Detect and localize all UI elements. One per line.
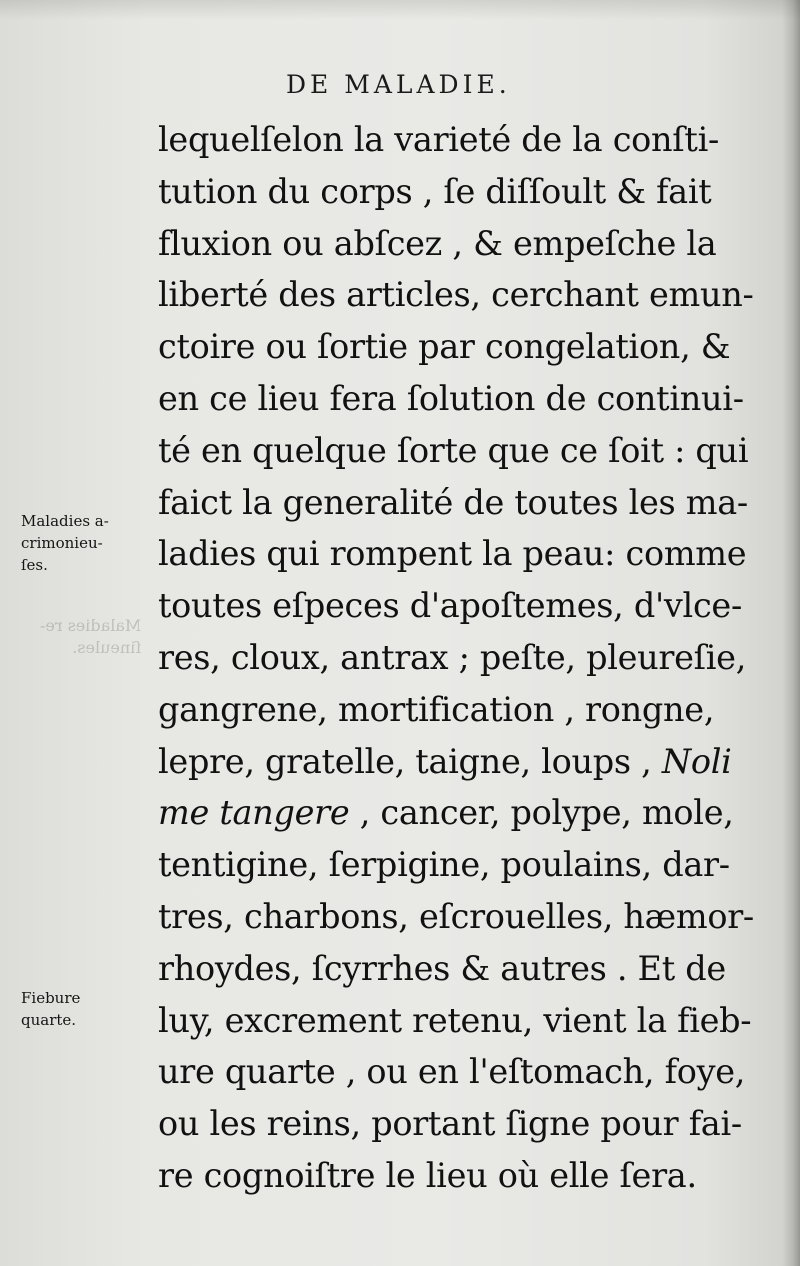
margin-note-line: ſes. [21, 556, 48, 574]
text-line: tution du corps , ſe diſſoult & fait [158, 171, 712, 211]
running-head: DE MALADIE. [286, 70, 511, 99]
page-top-shadow [0, 0, 800, 20]
text-line: lequelſelon la varieté de la conſti- [158, 120, 720, 159]
margin-note-line: crimonieu- [21, 534, 103, 552]
text-line: res, cloux, antrax ; peſte, pleureſie, [158, 637, 747, 677]
text-line: me tangere , cancer, polype, mole, [158, 793, 734, 833]
text-line: toutes eſpeces d'apoſtemes, d'vlce- [158, 586, 742, 626]
text-line: ou les reins, portant ſigne pour fai- [158, 1104, 742, 1144]
text-line: en ce lieu fera ſolution de continui- [158, 378, 744, 418]
text-line: fluxion ou abſcez , & empeſche la [158, 223, 717, 263]
text-line: faict la generalité de toutes les ma- [158, 482, 748, 522]
text-line: liberté des articles, cerchant emun- [158, 275, 754, 315]
text-line: té en quelque ſorte que ce ſoit : qui [158, 430, 749, 470]
margin-note-line: Maladies a- [21, 512, 109, 530]
text-line: ladies qui rompent la peau: comme [158, 534, 747, 574]
text-line: luy, excrement retenu, vient la fieb- [158, 1000, 752, 1040]
body-text [158, 114, 758, 1202]
text-line: tentigine, ſerpigine, poulains, dar- [158, 845, 730, 885]
italic-phrase: Noli [661, 741, 732, 781]
show-through-text [40, 615, 141, 659]
margin-note-line: quarte. [21, 1011, 77, 1029]
show-through-line: Maladies re- [40, 616, 142, 635]
show-through-line: ſineules. [72, 638, 142, 657]
text-line: gangrene, mortification , rongne, [158, 689, 715, 729]
text-line: lepre, gratelle, taigne, loups , Noli [158, 741, 732, 781]
text-line: tres, charbons, eſcrouelles, hæmor- [158, 896, 754, 936]
margin-note-maladies [21, 510, 109, 576]
text-line: ctoire ou ſortie par congelation, & [158, 327, 731, 367]
page-gutter-shadow [782, 0, 800, 1266]
text-line: rhoydes, ſcyrrhes & autres . Et de [158, 948, 726, 988]
italic-phrase: me tangere [158, 793, 350, 833]
text-line: ure quarte , ou en l'eſtomach, foye, [158, 1052, 746, 1092]
margin-note-line: Fiebure [21, 989, 81, 1007]
margin-note-fiebure [21, 987, 80, 1031]
text-line: re cognoiſtre le lieu où elle ſera. [158, 1155, 697, 1195]
